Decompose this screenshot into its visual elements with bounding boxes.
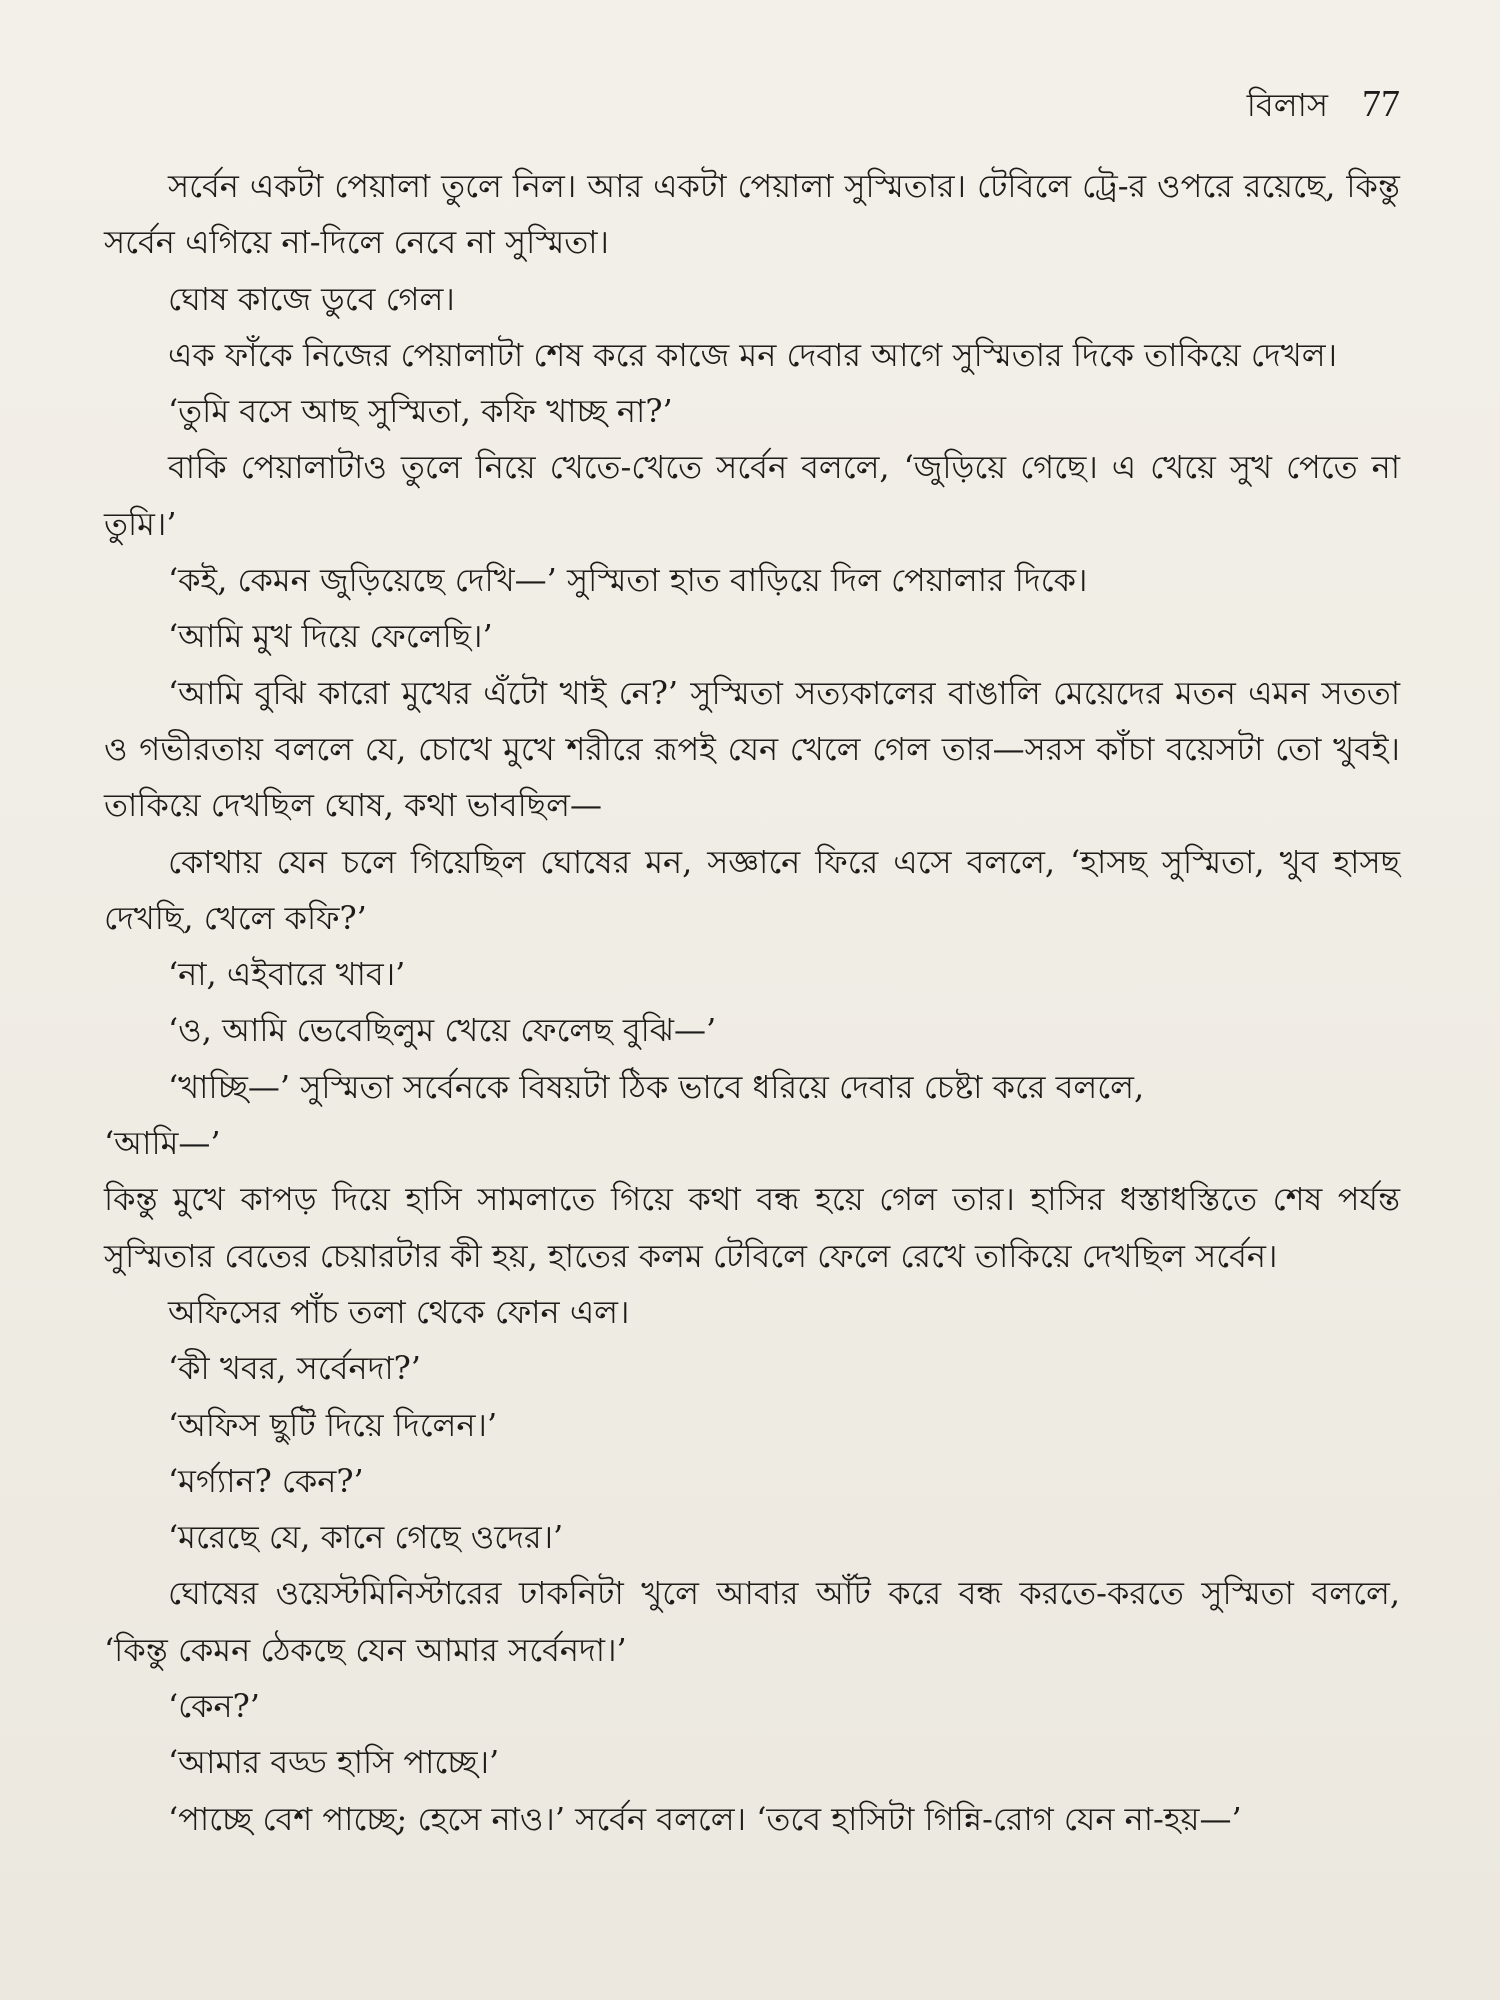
page-number: 77 xyxy=(1362,83,1400,125)
paragraph: ‘মরেছে যে, কানে গেছে ওদের।’ xyxy=(168,1518,564,1557)
body-text xyxy=(104,158,1400,1847)
paragraph: ‘তুমি বসে আছ সুস্মিতা, কফি খাচ্ছ না?’ xyxy=(168,392,673,431)
paragraph: ‘আমার বড্ড হাসি পাচ্ছে।’ xyxy=(168,1743,500,1782)
paragraph: ঘোষের ওয়েস্টমিনিস্টারের ঢাকনিটা খুলে আবার আঁট করে বন্ধ করতে-করতে সুস্মিতা বললে, ‘কিন্তু কেমন ঠেকছে যেন আমার সর্বেনদা।’ xyxy=(104,1574,1400,1669)
paragraph: ‘আমি বুঝি কারো মুখের এঁটো খাই নে?’ সুস্মিতা সত্যকালের বাঙালি মেয়েদের মতন এমন সততা ও গভীরতায় বললে যে, চোখে মুখে শরীরে রূপই যেন খেলে গেল তার—সরস কাঁচা বয়েসটা তো খুবই। তাকিয়ে দেখছিল ঘোষ, কথা ভাবছিল— xyxy=(104,673,1400,825)
paragraph: ‘পাচ্ছে বেশ পাচ্ছে; হেসে নাও।’ সর্বেন বললে। ‘তবে হাসিটা গিন্নি-রোগ যেন না-হয়—’ xyxy=(168,1799,1242,1838)
paragraph: ‘কই, কেমন জুড়িয়েছে দেখি—’ সুস্মিতা হাত বাড়িয়ে দিল পেয়ালার দিকে। xyxy=(168,561,1088,600)
paragraph: ‘অফিস ছুটি দিয়ে দিলেন।’ xyxy=(168,1405,498,1444)
paragraph: এক ফাঁকে নিজের পেয়ালাটা শেষ করে কাজে মন দেবার আগে সুস্মিতার দিকে তাকিয়ে দেখল। xyxy=(168,335,1338,374)
paragraph: ‘আমি—’ xyxy=(104,1124,221,1163)
paragraph: ‘আমি মুখ দিয়ে ফেলেছি।’ xyxy=(168,617,493,656)
paragraph: ‘না, এইবারে খাব।’ xyxy=(168,955,406,994)
running-title: বিলাস xyxy=(1246,86,1328,124)
paragraph: বাকি পেয়ালাটাও তুলে নিয়ে খেতে-খেতে সর্বেন বললে, ‘জুড়িয়ে গেছে। এ খেয়ে সুখ পেতে না তুমি।’ xyxy=(104,448,1400,543)
paragraph: ‘ও, আমি ভেবেছিলুম খেয়ে ফেলেছ বুঝি—’ xyxy=(168,1011,717,1050)
page-header xyxy=(1247,80,1400,134)
paragraph: ‘মর্গ্যান? কেন?’ xyxy=(168,1461,364,1500)
paragraph: কোথায় যেন চলে গিয়েছিল ঘোষের মন, সজ্ঞানে ফিরে এসে বললে, ‘হাসছ সুস্মিতা, খুব হাসছ দেখছি, খেলে কফি?’ xyxy=(104,842,1400,937)
paragraph: ‘কী খবর, সর্বেনদা?’ xyxy=(168,1349,421,1388)
paragraph: ‘কেন?’ xyxy=(168,1687,260,1726)
paragraph: অফিসের পাঁচ তলা থেকে ফোন এল। xyxy=(168,1292,630,1331)
paragraph: কিন্তু মুখে কাপড় দিয়ে হাসি সামলাতে গিয়ে কথা বন্ধ হয়ে গেল তার। হাসির ধস্তাধস্তিতে শেষ পর্যন্ত সুস্মিতার বেতের চেয়ারটার কী হয়, হাতের কলম টেবিলে ফেলে রেখে তাকিয়ে দেখছিল সর্বেন। xyxy=(104,1180,1400,1275)
paragraph: সর্বেন একটা পেয়ালা তুলে নিল। আর একটা পেয়ালা সুস্মিতার। টেবিলে ট্রে-র ওপরে রয়েছে, কিন্তু সর্বেন এগিয়ে না-দিলে নেবে না সুস্মিতা। xyxy=(104,167,1400,262)
paragraph: ‘খাচ্ছি—’ সুস্মিতা সর্বেনকে বিষয়টা ঠিক ভাবে ধরিয়ে দেবার চেষ্টা করে বললে, xyxy=(168,1067,1145,1106)
paragraph: ঘোষ কাজে ডুবে গেল। xyxy=(168,279,455,318)
